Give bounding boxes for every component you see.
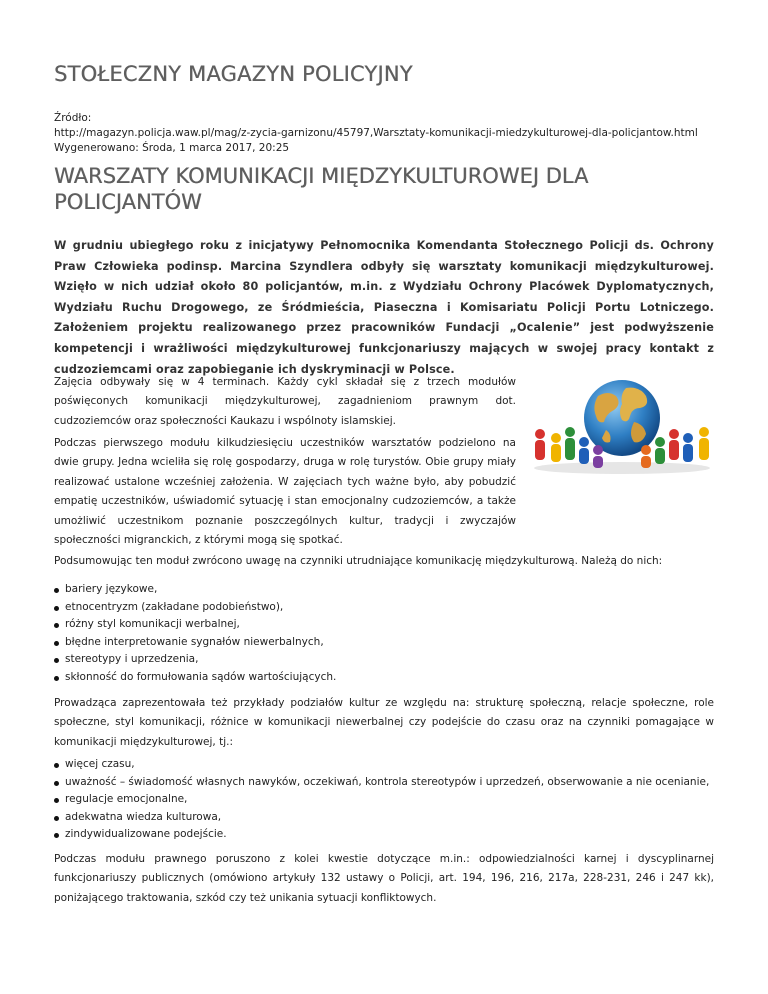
list-item: zindywidualizowane podejście. xyxy=(54,826,714,844)
obstacles-list xyxy=(54,581,714,687)
paragraph-2: Podczas pierwszego modułu kilkudziesięciu uczestników warsztatów podzielono na dwie grupy. Jedna wcieliła się rolę gospodarzy, druga w rolę turystów. Obie grupy miały realizować ustalone wcześniej założenia. W zajęciach tych ważne było, aby pobudzić empatię uczestników, uświadomić sytuację i stan emocjonalny cudzoziemców, a także umożliwić uczestnikom poznanie poszczególnych kultur, tradycji i zwyczajów społeczności migranckich, z którymi mogą się spotkać. xyxy=(54,437,516,547)
paragraph-1: Zajęcia odbywały się w 4 terminach. Każdy cykl składał się z trzech modułów poświęconych komunikacji międzykulturowej, zagadnieniom prawnym dot. cudzoziemców oraz społeczności Kaukazu i wspólnoty islamskiej. xyxy=(54,376,516,427)
list-item: bariery językowe, xyxy=(54,581,714,599)
article-title: WARSZATY KOMUNIKACJI MIĘDZYKULTUROWEJ DLA POLICJANTÓW xyxy=(54,164,589,214)
helping-factors-list xyxy=(54,756,714,844)
source-label: Źródło: xyxy=(54,112,92,124)
list-item: skłonność do formułowania sądów wartościujących. xyxy=(54,669,714,687)
list-item: adekwatna wiedza kulturowa, xyxy=(54,809,714,827)
list-item: stereotypy i uprzedzenia, xyxy=(54,651,714,669)
list-item: regulacje emocjonalne, xyxy=(54,791,714,809)
source-block xyxy=(54,111,754,156)
site-title: STOŁECZNY MAGAZYN POLICYJNY xyxy=(54,62,413,86)
source-url: http://magazyn.policja.waw.pl/mag/z-zycia-garnizonu/45797,Warsztaty-komunikacji-miedzykulturowej-dla-policjantow.html xyxy=(54,127,698,139)
list-item: uważność – świadomość własnych nawyków, oczekiwań, kontrola stereotypów i uprzedzeń, obserwowanie a nie ocenianie, xyxy=(54,774,714,792)
paragraph-3: Podsumowując ten moduł zwrócono uwagę na czynniki utrudniające komunikację międzykulturową. Należą do nich: xyxy=(54,555,663,567)
article-lead: W grudniu ubiegłego roku z inicjatywy Pełnomocnika Komendanta Stołecznego Policji ds. Ochrony Praw Człowieka podinsp. Marcina Szyndlera odbyły się warsztaty komunikacji międzykulturowej. Wzięło w nich udział około 80 policjantów, m.in. z Wydziału Ochrony Placówek Dyplomatycznych, Wydziału Ruchu Drogowego, ze Śródmieścia, Piaseczna i Komisariatu Policji Portu Lotniczego. Założeniem projektu realizowanego przez pracowników Fundacji „Ocalenie” jest podwyższenie kompetencji i wrażliwości międzykulturowej funkcjonariuszy mających w swojej pracy kontakt z cudzoziemcami oraz zapobieganie ich dyskryminacji w Polsce. xyxy=(54,239,714,376)
paragraph-5: Podczas modułu prawnego poruszono z kolei kwestie dotyczące m.in.: odpowiedzialności karnej i dyscyplinarnej funkcjonariuszy publicznych (omówiono artykuły 132 ustawy o Policji, art. 194, 196, 216, 217a, 228-231, 246 i 247 kk), poniżającego traktowania, szkód czy też unikania sytuacji konfliktowych. xyxy=(54,853,714,904)
generated-date: Wygenerowano: Środa, 1 marca 2017, 20:25 xyxy=(54,142,290,154)
list-item: etnocentryzm (zakładane podobieństwo), xyxy=(54,599,714,617)
list-item: błędne interpretowanie sygnałów niewerbalnych, xyxy=(54,634,714,652)
list-item: więcej czasu, xyxy=(54,756,714,774)
paragraph-4: Prowadząca zaprezentowała też przykłady podziałów kultur ze względu na: strukturę społeczną, relacje społeczne, role społeczne, styl komunikacji, różnice w komunikacji niewerbalnej czy podejście do czasu oraz na czynniki pomagające w komunikacji międzykulturowej, tj.: xyxy=(54,697,714,748)
globe-with-people-figures-icon xyxy=(526,374,718,474)
list-item: różny styl komunikacji werbalnej, xyxy=(54,616,714,634)
